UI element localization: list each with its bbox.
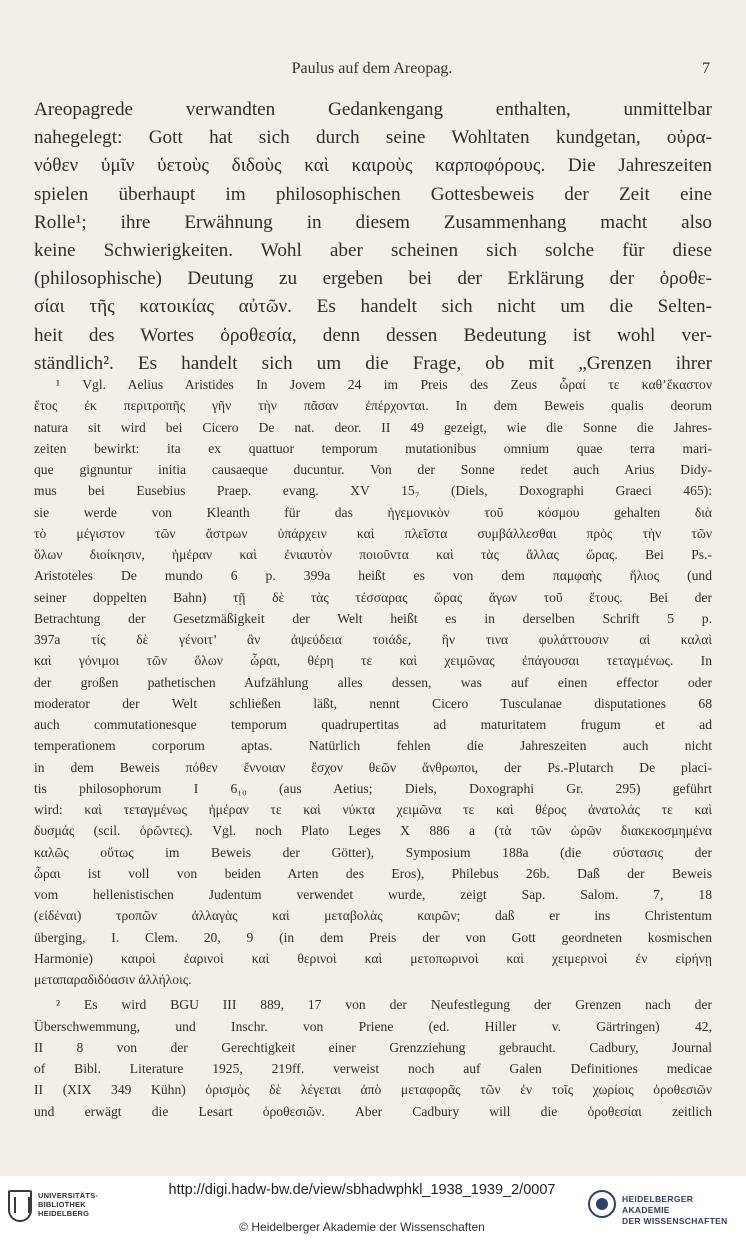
document-url-link[interactable]: http://digi.hadw-bw.de/view/sbhadwphkl_1938_1939_2/0007	[168, 1182, 556, 1198]
left-logo-line: BIBLIOTHEK	[38, 1200, 86, 1209]
main-text-line: νόθεν ὑμῖν ὑετοὺς διδοὺς καὶ καιροὺς καρποφόρους. Die Jahreszeiten	[34, 155, 712, 177]
footnote-1	[34, 374, 712, 990]
footnote-line: temperationem corporum aptas. Natürlich fehlen die Jahreszeiten auch nicht	[34, 738, 712, 754]
main-text-line: Areopagrede verwandten Gedankengang enthalten, unmittelbar	[34, 99, 712, 120]
footnote-line: ὧραι ist voll von beiden Arten des Eros), Philebus 26b. Daß der Beweis	[34, 865, 712, 881]
footnote-line: Harmonie) καιροὶ ἐαρινοὶ καὶ θερινοὶ καὶ μετοπωρινοὶ καὶ χειμερινοὶ ἐν εἰρήνῃ	[34, 950, 712, 966]
footnote-line: Überschwemmung, und Inschr. von Priene (ed. Hiller v. Gärtringen) 42,	[34, 1018, 712, 1034]
seal-icon	[588, 1190, 616, 1218]
footnote-line: Aristoteles De mundo 6 p. 399a heißt es von dem παμφαὴς ἥλιος (und	[34, 568, 712, 584]
main-paragraph	[34, 96, 712, 378]
footnotes	[34, 374, 712, 1122]
main-text-line: ständlich². Es handelt sich um die Frage, ob mit „Grenzen ihrer	[34, 352, 712, 374]
page-number: 7	[702, 60, 710, 77]
footnote-line: überging, I. Clem. 20, 9 (in dem Preis der von Gott geordneten kosmischen	[34, 929, 712, 945]
footnote-line: ἔτος ἐκ περιτροπῆς γῆν τὴν πᾶσαν ἐπέρχονται. In dem Beweis qualis deorum	[34, 398, 712, 414]
main-text-line: heit des Wortes ὁροθεσία, denn dessen Bedeutung ist wohl ver-	[34, 324, 712, 346]
right-logo-line: HEIDELBERGER AKADEMIE	[622, 1194, 694, 1215]
main-text-line: Rolle¹; ihre Erwähnung in diesem Zusammenhang macht also	[34, 211, 712, 233]
footnote-line: que gignuntur initia causaeque ducuntur. Von der Sonne redet auch Arius Didy-	[34, 462, 712, 477]
footnote-line: Betrachtung der Gesetzmäßigkeit der Welt heißt es in derselben Schrift 5 p.	[34, 610, 712, 626]
footnote-line: wird: καὶ τεταγμένως ἡμέραν τε καὶ νύκτα χειμῶνα τε καὶ θέρος ἀνατολάς τε καὶ	[34, 802, 712, 817]
main-text-line: σίαι τῆς κατοικίας αὐτῶν. Es handelt sich nicht um die Selten-	[34, 296, 712, 318]
footnote-line: τὸ μέγιστον τῶν ἄστρων ὑπάρχειν καὶ πλεῖστα συμβάλλεσθαι πρὸς τὴν τῶν	[34, 525, 712, 541]
main-text-line: (philosophische) Deutung zu ergeben bei der Erklärung der ὁροθε-	[34, 268, 712, 290]
footnote-line: vom hellenistischen Judentum verwendet wurde, zeigt Sap. Salom. 7, 18	[34, 887, 712, 902]
footnote-line: δυσμάς (scil. ὁρῶντες). Vgl. noch Plato Leges X 886 a (τὰ τῶν ὡρῶν διακεκοσμημένα	[34, 823, 712, 839]
footnote-line: ὅλων διοίκησιν, ἡμέραν καὶ ἐνιαυτὸν ποιοῦντα καὶ τὰς ἄλλας ὥρας. Bei Ps.-	[34, 547, 712, 562]
footnote-line: sie werde von Kleanth für das ἡγεμονικὸν τοῦ κόσμου gehalten διὰ	[34, 504, 712, 520]
footnote-line: 397a τίς δὲ γένοιτ’ ἂν ἀψεύδεια τοιάδε, ἣν τινα φυλάττουσιν αἱ καλαὶ	[34, 632, 712, 647]
right-logo-line: DER WISSENSCHAFTEN	[622, 1216, 728, 1226]
academy-logo[interactable]	[588, 1188, 736, 1224]
footnote-line: natura sit wird bei Cicero De nat. deor. II 49 gezeigt, wie die Sonne die Jahres-	[34, 419, 712, 435]
footnote-line: und erwägt die Lesart ὁροθεσιῶν. Aber Cadbury will die ὁροθεσίαι zeitlich	[34, 1103, 712, 1119]
footnote-line: seiner doppelten Bahn) τῇ δὲ τὰς τέσσαρας ὥρας ἄγων τοῦ ἔτους. Bei der	[34, 589, 712, 605]
copyright-notice: © Heidelberger Akademie der Wissenschaften	[239, 1220, 485, 1234]
university-library-logo[interactable]	[8, 1190, 104, 1230]
footnote-line: zeiten bewirkt: ita ex quattuor temporum mutationibus omnium quae terra mari-	[34, 440, 712, 456]
footnote-line: tis philosophorum I 6₁₀ (aus Aetius; Diels, Doxographi Gr. 295) geführt	[34, 780, 712, 796]
footnote-line: (εἰδέναι) τροπῶν ἀλλαγὰς καὶ μεταβολὰς καιρῶν; daß er ins Christentum	[34, 908, 712, 924]
main-text-line: keine Schwierigkeiten. Wohl aber scheinen sich solche für diese	[34, 239, 712, 261]
footnote-line: ² Es wird BGU III 889, 17 von der Neufestlegung der Grenzen nach der	[56, 997, 712, 1013]
crest-icon	[8, 1190, 32, 1222]
running-head	[34, 60, 710, 84]
main-text-line: nahegelegt: Gott hat sich durch seine Wohltaten kundgetan, οὐρα-	[34, 127, 712, 149]
left-logo-line: UNIVERSITÄTS-	[38, 1191, 99, 1200]
footnote-line: in dem Beweis πόθεν ἔννοιαν ἔσχον θεῶν ἄνθρωποι, der Ps.-Plutarch De placi-	[34, 759, 712, 775]
footnote-line: of Bibl. Literature 1925, 219ff. verweist noch auf Galen Definitiones medicae	[34, 1061, 712, 1076]
footnote-line: καὶ γόνιμοι τῶν ὅλων ὧραι, θέρη τε καὶ χειμῶνας ἐπάγουσαι τεταγμένως. In	[34, 653, 712, 669]
footnote-line: der großen pathetischen Aufzählung alles dessen, was auf einen effector oder	[34, 674, 712, 690]
footnote-2	[34, 994, 712, 1122]
footnote-line: II (XIX 349 Kühn) ὁρισμὸς δὲ λέγεται ἀπὸ μεταφορᾶς τῶν ἐν τοῖς χωρίοις ὁροθεσιῶν	[34, 1082, 712, 1098]
footnote-line: II 8 von der Gerechtigkeit einer Grenzziehung gebraucht. Cadbury, Journal	[34, 1039, 712, 1055]
running-head-title: Paulus auf dem Areopag.	[291, 60, 453, 77]
footnote-line: mus bei Eusebius Praep. evang. XV 15₇ (Diels, Doxographi Graeci 465):	[34, 483, 712, 499]
footnote-line: auch commutationesque temporum quadrupertitas ad maturitatem frugum et ad	[34, 717, 712, 732]
main-text-line: spielen überhaupt im philosophischen Gottesbeweis der Zeit eine	[34, 183, 712, 205]
footnote-line: καλῶς οὕτως im Beweis der Götter), Symposium 188a (die σύστασις der	[34, 844, 712, 860]
footnote-line: moderator der Welt schließen läßt, nennt Cicero Tusculanae disputationes 68	[34, 695, 712, 711]
footnote-line: μεταπαραδιδόασιν ἀλλήλοις.	[34, 972, 192, 987]
footer	[0, 1176, 746, 1246]
left-logo-line: HEIDELBERG	[38, 1209, 90, 1218]
footnote-line: ¹ Vgl. Aelius Aristides In Jovem 24 im Preis des Zeus ὧραί τε καθ’ἕκαστον	[56, 377, 712, 392]
